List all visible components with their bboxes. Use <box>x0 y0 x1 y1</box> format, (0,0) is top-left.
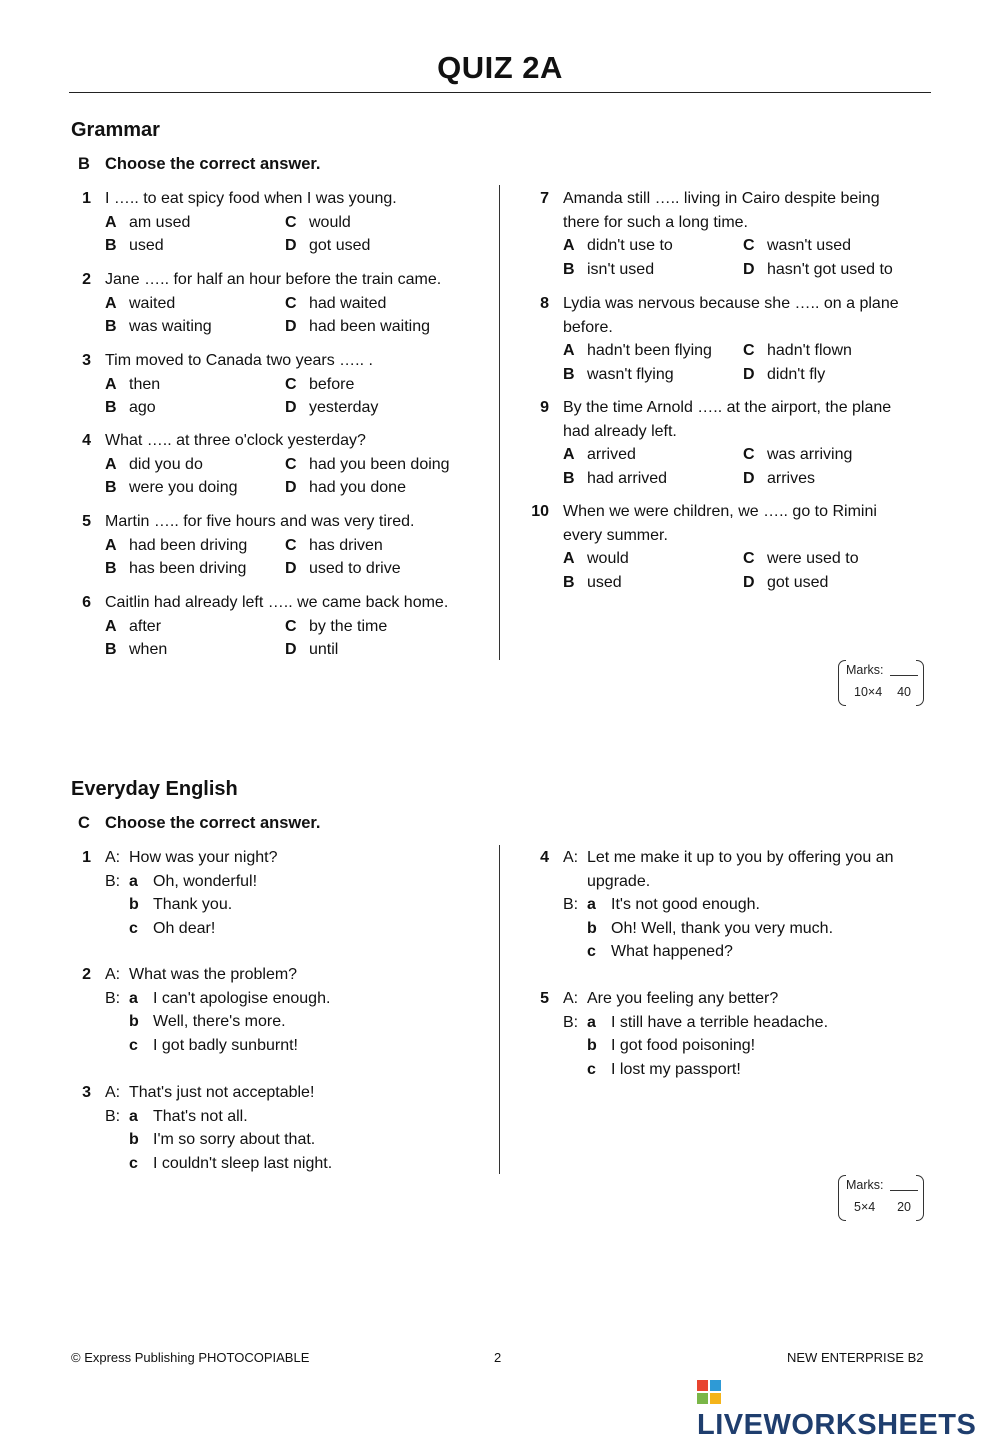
option-d[interactable] <box>285 476 406 500</box>
option-d[interactable] <box>743 571 828 595</box>
footer-series: NEW ENTERPRISE B2 <box>787 1350 924 1365</box>
everyday-instruction-text: Choose the correct answer. <box>105 814 321 832</box>
option-letter: C <box>285 213 297 231</box>
option-letter: A <box>105 294 117 312</box>
page-title: QUIZ 2A <box>437 50 563 85</box>
option-text: I still have a terrible headache. <box>611 1013 829 1031</box>
everyday-instruction <box>78 814 321 833</box>
option-a[interactable] <box>105 615 161 639</box>
option-b[interactable] <box>563 467 667 491</box>
marks-blank[interactable] <box>890 675 918 676</box>
option-letter: c <box>129 1036 138 1054</box>
speaker-b-label: B: <box>105 1107 121 1125</box>
option-c[interactable] <box>285 373 354 397</box>
question-number: 6 <box>82 594 91 611</box>
option-letter: c <box>587 943 596 960</box>
grammar-marks-box <box>838 660 924 706</box>
title-divider <box>69 92 931 93</box>
question-number: 7 <box>540 190 549 207</box>
option-letter: a <box>587 1013 596 1031</box>
option-b[interactable] <box>105 234 164 258</box>
option-letter: B <box>105 641 117 658</box>
marks-label: Marks: <box>846 1178 884 1192</box>
option-letter: B <box>105 560 117 577</box>
option-text: by the time <box>309 617 388 635</box>
option-letter: D <box>285 479 297 496</box>
option-a[interactable] <box>563 547 629 571</box>
question-number: 4 <box>82 432 91 449</box>
option-a[interactable] <box>105 373 160 397</box>
option-text: before <box>309 375 355 393</box>
option-text: used <box>129 237 164 254</box>
option-letter: B <box>563 469 575 487</box>
option-letter: C <box>285 294 297 312</box>
option-text: I couldn't sleep last night. <box>153 1154 333 1172</box>
option-text: did you do <box>129 455 203 473</box>
option-c[interactable] <box>743 234 851 258</box>
option-text: had waited <box>309 294 387 312</box>
question-stem: Martin ….. for five hours and was very tired. <box>105 513 415 530</box>
speaker-a-label: A: <box>563 849 579 866</box>
option-c[interactable] <box>743 339 852 363</box>
option-letter: c <box>129 1154 138 1172</box>
option-text: I lost my passport! <box>611 1060 741 1078</box>
option-letter: a <box>129 872 138 890</box>
option-text: then <box>129 375 161 393</box>
marks-total: 20 <box>897 1200 911 1214</box>
option-text: Thank you. <box>153 896 233 913</box>
grammar-instruction-text: Choose the correct answer. <box>105 155 321 173</box>
option-letter: C <box>285 455 297 473</box>
option-b[interactable] <box>105 476 238 500</box>
speaker-a-line: How was your night? <box>129 849 278 866</box>
grammar-heading: Grammar <box>71 119 160 141</box>
option-a[interactable] <box>105 534 247 558</box>
option-letter: C <box>743 237 755 254</box>
option-letter: C <box>285 375 297 393</box>
option-letter: B <box>105 479 117 496</box>
option-letter: D <box>285 318 297 335</box>
option-text: waited <box>129 294 176 312</box>
option-letter: D <box>285 237 297 254</box>
question-stem: When we were children, we ….. go to Rimini <box>563 503 877 520</box>
option-letter: b <box>587 919 597 937</box>
option-letter: A <box>563 446 575 463</box>
option-letter: D <box>285 560 297 577</box>
brace-right <box>916 1175 924 1221</box>
option-letter: D <box>285 399 297 416</box>
option-a[interactable] <box>563 443 636 467</box>
option-text: had you done <box>309 479 406 496</box>
option-a[interactable] <box>563 234 673 258</box>
option-letter: A <box>105 617 117 635</box>
option-letter: A <box>563 342 575 359</box>
option-c[interactable] <box>743 443 852 467</box>
speaker-b-label: B: <box>563 896 579 913</box>
option-c[interactable] <box>285 453 450 477</box>
option-letter: a <box>129 989 138 1007</box>
option-letter: B <box>105 318 117 335</box>
option-text: I can't apologise enough. <box>153 989 331 1007</box>
everyday-english-heading: Everyday English <box>71 778 238 800</box>
option-a[interactable] <box>105 292 175 316</box>
option-text: had you been doing <box>309 455 450 473</box>
option-letter: b <box>129 1013 139 1030</box>
option-letter: D <box>743 260 755 278</box>
option-text: Oh dear! <box>153 919 216 937</box>
speaker-a-line: That's just not acceptable! <box>129 1084 315 1101</box>
grammar-instruction-letter: B <box>78 155 90 173</box>
option-letter: C <box>743 446 755 463</box>
option-c[interactable] <box>285 615 387 639</box>
option-a[interactable] <box>105 453 203 477</box>
question-stem: before. <box>563 318 613 336</box>
question-stem: Tim moved to Canada two years ….. . <box>105 352 373 369</box>
option-text: were you doing <box>129 479 238 496</box>
option-text: wasn't flying <box>587 365 674 383</box>
marks-label: Marks: <box>846 663 884 677</box>
option-c[interactable] <box>285 534 383 558</box>
question-stem: Caitlin had already left ….. we came back home. <box>105 594 449 611</box>
option-b[interactable] <box>105 315 212 339</box>
speaker-b-label: B: <box>105 872 121 890</box>
option-text: has been driving <box>129 560 247 577</box>
option-text: am used <box>129 213 191 231</box>
option-text: would <box>587 550 629 567</box>
question-stem: What ….. at three o'clock yesterday? <box>105 432 366 449</box>
option-letter: C <box>743 342 755 359</box>
option-c[interactable] <box>285 211 351 235</box>
option-text: I got badly sunburnt! <box>153 1036 298 1054</box>
option-letter: B <box>563 365 575 383</box>
option-text: I'm so sorry about that. <box>153 1131 316 1148</box>
dialogue-number: 1 <box>82 849 91 866</box>
option-text: arrives <box>767 469 816 487</box>
grammar-column-divider <box>499 185 500 660</box>
option-letter: A <box>105 375 117 393</box>
question-number: 5 <box>82 513 91 530</box>
option-d[interactable] <box>285 557 401 581</box>
option-text: yesterday <box>309 399 379 416</box>
everyday-instruction-letter: C <box>78 814 90 832</box>
option-b[interactable] <box>105 396 156 420</box>
question-number: 3 <box>82 352 91 369</box>
option-text: used <box>587 573 622 591</box>
footer-copyright: © Express Publishing PHOTOCOPIABLE <box>71 1350 310 1365</box>
speaker-a-line: What was the problem? <box>129 966 298 983</box>
option-letter: C <box>743 550 755 567</box>
option-letter: a <box>587 896 596 913</box>
dialogue-number: 5 <box>540 990 549 1007</box>
speaker-a-line: Let me make it up to you by offering you an <box>587 849 894 866</box>
question-stem: every summer. <box>563 526 668 544</box>
speaker-a-line: upgrade. <box>587 872 651 890</box>
question-number: 2 <box>82 271 91 288</box>
option-d[interactable] <box>285 396 378 420</box>
question-stem: Jane ….. for half an hour before the train came. <box>105 271 442 288</box>
option-text: was waiting <box>129 318 212 335</box>
option-d[interactable] <box>743 467 815 491</box>
option-letter: B <box>563 260 575 278</box>
option-text: got used <box>767 573 829 591</box>
option-b[interactable] <box>105 557 246 581</box>
option-text: after <box>129 617 162 635</box>
footer-page-number: 2 <box>494 1350 502 1365</box>
option-text: hadn't flown <box>767 342 852 359</box>
option-text: were used to <box>767 550 859 567</box>
brace-left <box>838 1175 846 1221</box>
option-letter: A <box>563 237 575 254</box>
option-letter: c <box>587 1060 596 1078</box>
option-text: until <box>309 641 339 658</box>
question-number: 9 <box>540 399 549 416</box>
speaker-b-label: B: <box>105 989 121 1007</box>
dialogue-number: 4 <box>540 849 549 866</box>
everyday-marks-box <box>838 1175 924 1221</box>
marks-total: 40 <box>897 685 911 699</box>
option-text: Oh! Well, thank you very much. <box>611 919 834 937</box>
option-text: had been waiting <box>309 318 430 335</box>
speaker-a-label: A: <box>105 1084 121 1101</box>
liveworksheets-logo-icon <box>697 1380 721 1404</box>
speaker-a-label: A: <box>563 990 579 1007</box>
marks-blank[interactable] <box>890 1190 918 1191</box>
option-text: didn't fly <box>767 365 826 383</box>
option-text: I got food poisoning! <box>611 1037 756 1054</box>
option-letter: a <box>129 1107 138 1125</box>
option-d[interactable] <box>285 638 338 662</box>
option-letter: b <box>129 896 139 913</box>
option-letter: D <box>743 469 755 487</box>
option-text: had been driving <box>129 536 248 554</box>
option-c[interactable] <box>743 547 859 571</box>
brace-left <box>838 660 846 706</box>
option-text: That's not all. <box>153 1107 248 1125</box>
option-letter: B <box>563 573 575 591</box>
speaker-a-label: A: <box>105 966 121 983</box>
option-letter: D <box>743 573 755 591</box>
option-letter: A <box>105 455 117 473</box>
option-text: isn't used <box>587 260 655 278</box>
question-stem: By the time Arnold ….. at the airport, the plane <box>563 399 892 416</box>
option-text: used to drive <box>309 560 401 577</box>
option-text: What happened? <box>611 943 733 960</box>
option-b[interactable] <box>563 571 622 595</box>
brace-right <box>916 660 924 706</box>
option-a[interactable] <box>105 211 190 235</box>
option-letter: C <box>285 617 297 635</box>
question-number: 1 <box>82 190 91 207</box>
option-letter: A <box>105 536 117 554</box>
speaker-a-label: A: <box>105 849 121 866</box>
everyday-column-divider <box>499 845 500 1174</box>
option-text: Oh, wonderful! <box>153 872 258 890</box>
option-b[interactable] <box>563 363 674 387</box>
question-stem: Amanda still ….. living in Cairo despite being <box>563 190 880 207</box>
option-letter: b <box>587 1037 597 1054</box>
question-stem: I ….. to eat spicy food when I was young. <box>105 190 397 207</box>
option-text: ago <box>129 399 156 416</box>
option-text: hadn't been flying <box>587 342 712 359</box>
option-text: has driven <box>309 536 383 554</box>
question-number: 8 <box>540 295 549 312</box>
liveworksheets-logo[interactable] <box>697 1376 1000 1442</box>
option-a[interactable] <box>563 339 712 363</box>
marks-calculation: 10×4 <box>854 685 883 699</box>
question-stem: Lydia was nervous because she ….. on a plane <box>563 295 899 312</box>
option-letter: A <box>105 213 117 231</box>
option-letter: c <box>129 919 138 937</box>
question-number: 10 <box>531 503 549 520</box>
option-text: would <box>309 213 351 231</box>
liveworksheets-logo-text: LIVEWORKSHEETS <box>697 1409 977 1441</box>
option-letter: b <box>129 1131 139 1148</box>
option-c[interactable] <box>285 292 386 316</box>
option-letter: D <box>743 365 755 383</box>
question-stem: there for such a long time. <box>563 213 748 231</box>
speaker-a-line: Are you feeling any better? <box>587 990 779 1007</box>
marks-calculation: 5×4 <box>854 1200 876 1214</box>
speaker-b-label: B: <box>563 1013 579 1031</box>
option-letter: B <box>105 399 117 416</box>
option-text: arrived <box>587 446 636 463</box>
option-letter: D <box>285 641 297 658</box>
option-text: wasn't used <box>767 237 851 254</box>
grammar-instruction <box>78 155 321 174</box>
option-letter: B <box>105 237 117 254</box>
option-d[interactable] <box>743 363 825 387</box>
option-letter: A <box>563 550 575 567</box>
question-stem: had already left. <box>563 422 677 440</box>
option-text: when <box>129 641 168 658</box>
option-text: didn't use to <box>587 237 673 254</box>
option-text: got used <box>309 237 371 254</box>
option-text: had arrived <box>587 469 668 487</box>
option-letter: C <box>285 536 297 554</box>
option-text: It's not good enough. <box>611 896 760 913</box>
option-text: was arriving <box>767 446 853 463</box>
option-b[interactable] <box>105 638 167 662</box>
option-text: hasn't got used to <box>767 260 893 278</box>
option-d[interactable] <box>285 315 430 339</box>
option-text: Well, there's more. <box>153 1013 286 1030</box>
option-d[interactable] <box>285 234 370 258</box>
option-d[interactable] <box>743 258 893 282</box>
option-b[interactable] <box>563 258 654 282</box>
dialogue-number: 3 <box>82 1084 91 1101</box>
dialogue-number: 2 <box>82 966 91 983</box>
